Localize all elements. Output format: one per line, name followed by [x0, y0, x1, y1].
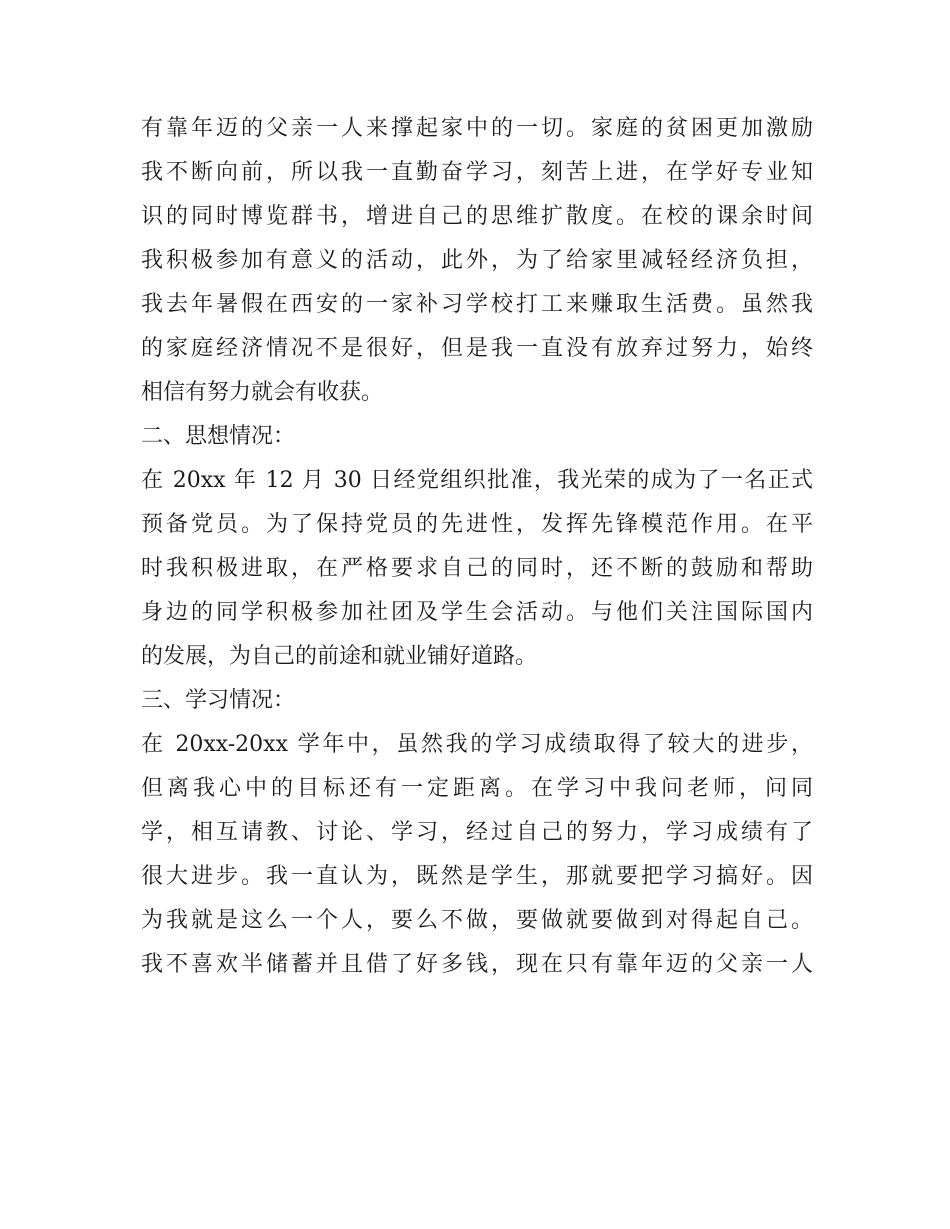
text-line: 学，相互请教、讨论、学习，经过自己的努力，学习成绩有了	[141, 820, 813, 845]
text-line: 我不喜欢半储蓄并且借了好多钱，现在只有靠年迈的父亲一人	[141, 952, 813, 977]
text-line: 有靠年迈的父亲一人来撑起家中的一切。家庭的贫困更加激励	[141, 116, 813, 141]
text-line: 的发展，为自己的前途和就业铺好道路。	[141, 644, 538, 669]
section-heading: 三、学习情况：	[141, 688, 296, 713]
text-line: 但离我心中的目标还有一定距离。在学习中我问老师，问同	[141, 776, 813, 801]
text-line: 相信有努力就会有收获。	[141, 380, 384, 405]
text-line: 在 20xx-20xx 学年中，虽然我的学习成绩取得了较大的进步，	[141, 732, 813, 757]
text-line: 时我积极进取，在严格要求自己的同时，还不断的鼓励和帮助	[141, 556, 813, 581]
text-line: 识的同时博览群书，增进自己的思维扩散度。在校的课余时间	[141, 204, 813, 229]
text-line: 我去年暑假在西安的一家补习学校打工来赚取生活费。虽然我	[141, 292, 813, 317]
text-line: 预备党员。为了保持党员的先进性，发挥先锋模范作用。在平	[141, 512, 813, 537]
text-line: 在 20xx 年 12 月 30 日经党组织批准，我光荣的成为了一名正式	[141, 468, 813, 493]
document-body	[141, 107, 813, 987]
text-line: 我不断向前，所以我一直勤奋学习，刻苦上进，在学好专业知	[141, 160, 813, 185]
text-line: 我积极参加有意义的活动，此外，为了给家里减轻经济负担，	[141, 248, 813, 273]
text-line: 的家庭经济情况不是很好，但是我一直没有放弃过努力，始终	[141, 336, 813, 361]
text-line: 很大进步。我一直认为，既然是学生，那就要把学习搞好。因	[141, 864, 813, 889]
text-line: 身边的同学积极参加社团及学生会活动。与他们关注国际国内	[141, 600, 813, 625]
section-heading: 二、思想情况：	[141, 424, 296, 449]
text-line: 为我就是这么一个人，要么不做，要做就要做到对得起自己。	[141, 908, 813, 933]
